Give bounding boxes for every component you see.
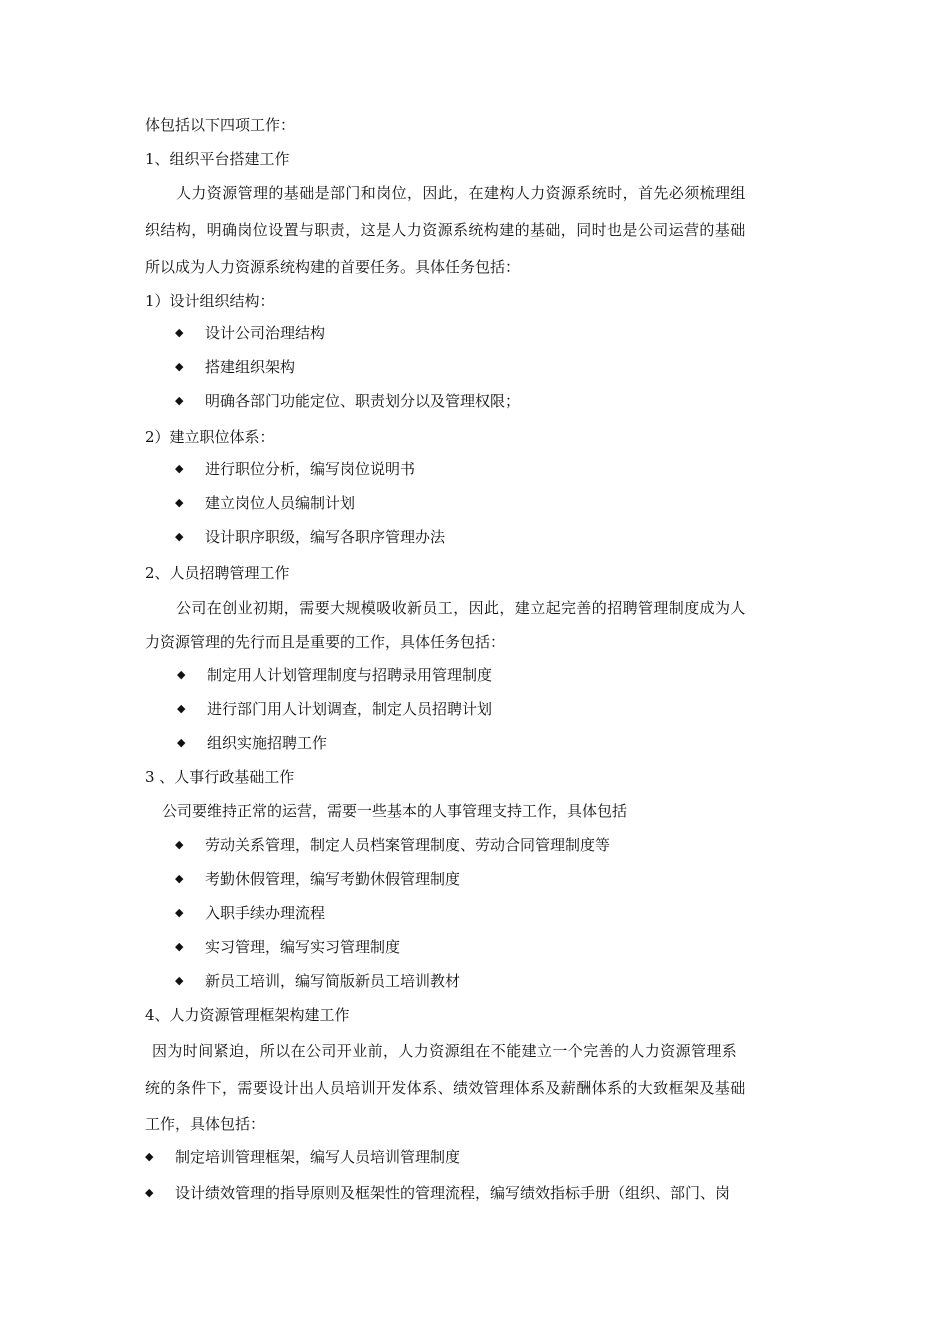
diamond-bullet-icon: ◆ (175, 496, 184, 509)
diamond-bullet-icon: ◆ (175, 838, 184, 851)
list-item-text: 设计绩效管理的指导原则及框架性的管理流程，编写绩效指标手册（组织、部门、岗 (175, 1184, 731, 1202)
list-item-text: 入职手续办理流程 (205, 904, 326, 922)
list-item-text: 进行部门用人计划调查，制定人员招聘计划 (207, 700, 493, 718)
list-item-text: 设计公司治理结构 (205, 324, 326, 342)
diamond-bullet-icon: ◆ (177, 736, 186, 749)
diamond-bullet-icon: ◆ (175, 360, 184, 373)
section-4-paragraph-line-3: 工作，具体包括： (145, 1115, 266, 1133)
list-item-text: 进行职位分析，编写岗位说明书 (205, 460, 416, 478)
diamond-bullet-icon: ◆ (145, 1150, 154, 1163)
section-1-paragraph-line-3: 所以成为人力资源系统构建的首要任务。具体任务包括： (145, 258, 521, 276)
list-item-text: 制定用人计划管理制度与招聘录用管理制度 (207, 666, 493, 684)
list-item-text: 建立岗位人员编制计划 (205, 494, 356, 512)
section-4-paragraph-line-1: 因为时间紧迫，所以在公司开业前，人力资源组在不能建立一个完善的人力资源管理系 (152, 1042, 738, 1060)
diamond-bullet-icon: ◆ (145, 1186, 154, 1199)
section-1-paragraph-line-2: 织结构，明确岗位设置与职责，这是人力资源系统构建的基础，同时也是公司运营的基础 (145, 221, 746, 239)
diamond-bullet-icon: ◆ (175, 530, 184, 543)
diamond-bullet-icon: ◆ (175, 906, 184, 919)
section-2-paragraph-line-1: 公司在创业初期，需要大规模吸收新员工，因此，建立起完善的招聘管理制度成为人 (176, 599, 746, 617)
section-3-title: 3 、人事行政基础工作 (145, 768, 295, 786)
section-4-paragraph-line-2: 统的条件下，需要设计出人员培训开发体系、绩效管理体系及薪酬体系的大致框架及基础 (145, 1079, 746, 1097)
list-item-text: 明确各部门功能定位、职责划分以及管理权限； (205, 392, 521, 410)
intro-line: 体包括以下四项工作： (145, 116, 296, 134)
diamond-bullet-icon: ◆ (175, 394, 184, 407)
section-1-subheading-1: 1）设计组织结构： (145, 292, 275, 310)
section-1-title: 1、组织平台搭建工作 (145, 150, 290, 168)
section-2-title: 2、人员招聘管理工作 (145, 564, 290, 582)
diamond-bullet-icon: ◆ (175, 326, 184, 339)
list-item-text: 新员工培训，编写简版新员工培训教材 (205, 972, 461, 990)
section-1-paragraph-line-1: 人力资源管理的基础是部门和岗位，因此，在建构人力资源系统时，首先必须梳理组 (176, 184, 746, 202)
section-4-title: 4、人力资源管理框架构建工作 (145, 1006, 350, 1024)
section-2-paragraph-line-2: 力资源管理的先行而且是重要的工作，具体任务包括： (145, 633, 506, 651)
section-3-paragraph-line-1: 公司要维持正常的运营，需要一些基本的人事管理支持工作，具体包括 (162, 802, 628, 820)
diamond-bullet-icon: ◆ (175, 974, 184, 987)
list-item-text: 考勤休假管理，编写考勤休假管理制度 (205, 870, 461, 888)
diamond-bullet-icon: ◆ (177, 668, 186, 681)
diamond-bullet-icon: ◆ (177, 702, 186, 715)
diamond-bullet-icon: ◆ (175, 940, 184, 953)
list-item-text: 制定培训管理框架，编写人员培训管理制度 (175, 1148, 461, 1166)
list-item-text: 搭建组织架构 (205, 358, 296, 376)
diamond-bullet-icon: ◆ (175, 462, 184, 475)
section-1-subheading-2: 2）建立职位体系： (145, 428, 275, 446)
list-item-text: 设计职序职级，编写各职序管理办法 (205, 528, 446, 546)
list-item-text: 组织实施招聘工作 (207, 734, 328, 752)
list-item-text: 劳动关系管理，制定人员档案管理制度、劳动合同管理制度等 (205, 836, 611, 854)
list-item-text: 实习管理，编写实习管理制度 (205, 938, 401, 956)
diamond-bullet-icon: ◆ (175, 872, 184, 885)
